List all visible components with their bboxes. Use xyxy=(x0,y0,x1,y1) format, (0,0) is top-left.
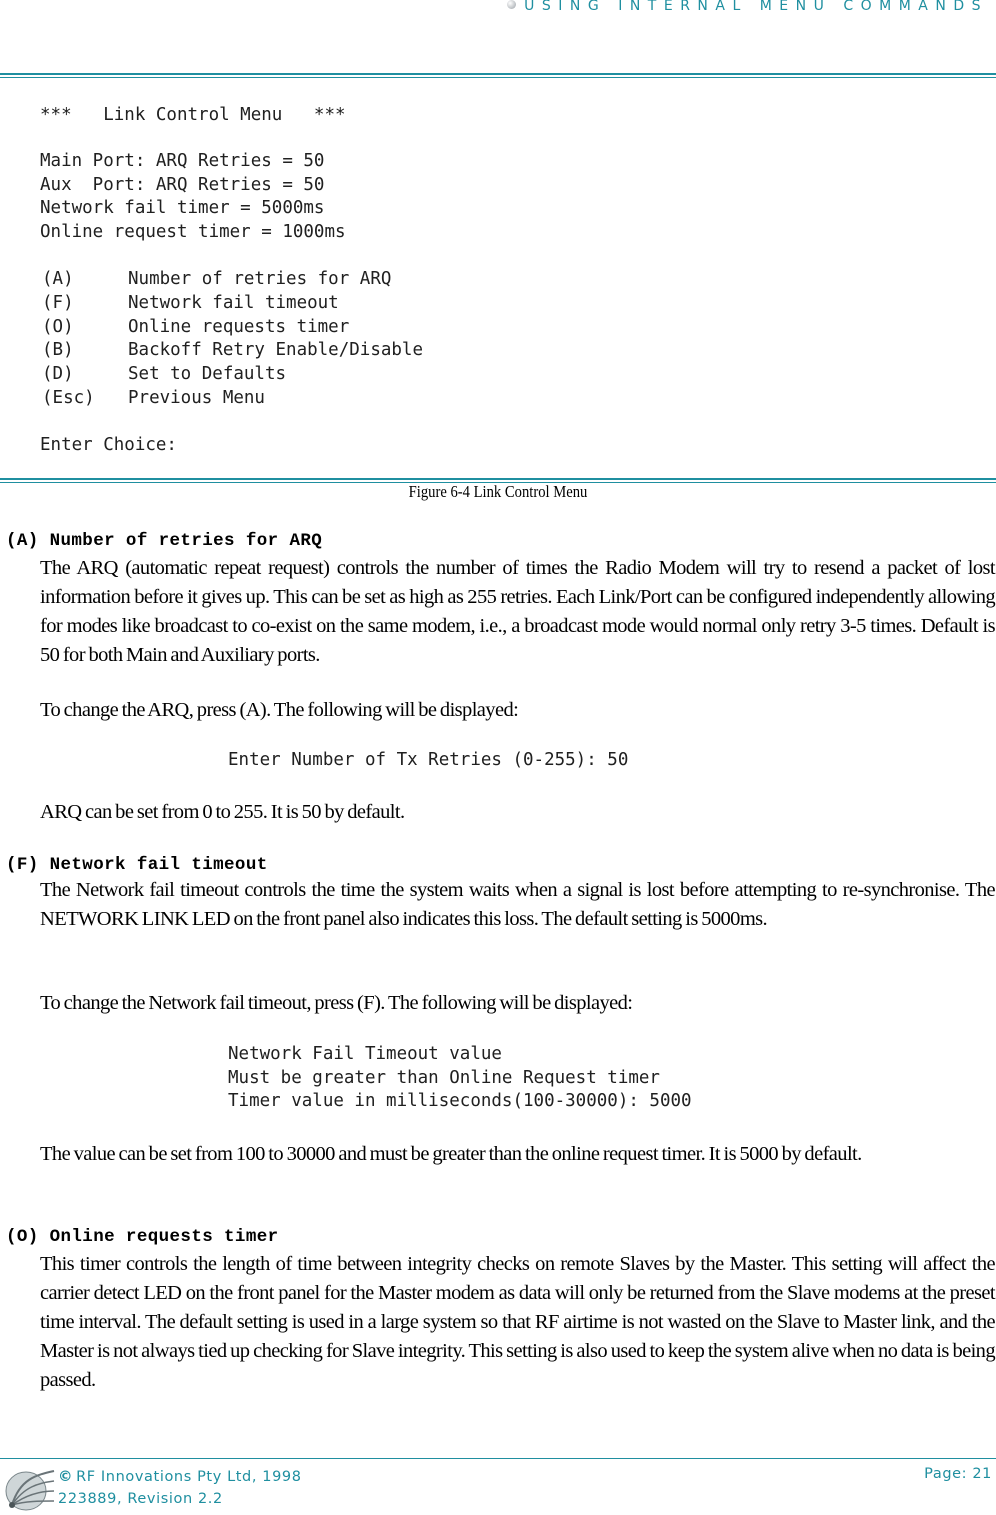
menu-option-key: (F) xyxy=(42,293,74,313)
section-heading: (O) Online requests timer xyxy=(6,1227,279,1247)
menu-option-key: (A) xyxy=(42,269,74,289)
section-heading: (F) Network fail timeout xyxy=(6,855,268,875)
section-paragraph: This timer controls the length of time between integrity checks on remote Slaves by the Master. This setting will affect the carrier detect LED on the front panel for the Master modem as data will only be returned from the Slave modems at the preset time interval. The default setting is used in a large system so that RF airtime is not wasted on the Slave to Master link, and the Master is not always tied up checking for Slave integrity. This setting is also used to keep the system alive when no data is being passed. xyxy=(40,1253,995,1391)
copyright-text: RF Innovations Pty Ltd, 1998 xyxy=(76,1469,302,1485)
section-title: USING INTERNAL MENU COMMANDS xyxy=(524,0,988,14)
display-line: Network Fail Timeout value xyxy=(228,1044,502,1064)
footer-rule xyxy=(0,1458,996,1459)
section-paragraph: To change the Network fail timeout, press (F). The following will be displayed: xyxy=(40,992,633,1014)
display-line: Timer value in milliseconds(100-30000): 5000 xyxy=(228,1091,692,1111)
menu-option-key: (B) xyxy=(42,340,74,360)
menu-status-line: Aux Port: ARQ Retries = 50 xyxy=(40,175,325,195)
menu-option-label: Previous Menu xyxy=(128,388,265,408)
section-heading: (A) Number of retries for ARQ xyxy=(6,531,323,551)
menu-option-key: (D) xyxy=(42,364,74,384)
menu-option-label: Network fail timeout xyxy=(128,293,339,313)
company-logo-icon xyxy=(2,1461,58,1513)
section-paragraph: ARQ can be set from 0 to 255. It is 50 by default. xyxy=(40,801,405,823)
copyright-symbol: © xyxy=(58,1469,74,1485)
page-number: Page: 21 xyxy=(924,1466,992,1482)
copyright-line xyxy=(58,1466,302,1488)
menu-option-label: Set to Defaults xyxy=(128,364,287,384)
menu-option-key: (Esc) xyxy=(42,388,95,408)
section-paragraph: The Network fail timeout controls the time the system waits when a signal is lost before attempting to re-synchronise. The NETWORK LINK LED on the front panel also indicates this loss. The default setting is 5000ms. xyxy=(40,879,995,930)
menu-option-label: Number of retries for ARQ xyxy=(128,269,392,289)
menu-option-label: Backoff Retry Enable/Disable xyxy=(128,340,424,360)
menu-status-line: Main Port: ARQ Retries = 50 xyxy=(40,151,325,171)
menu-option-key: (O) xyxy=(42,317,74,337)
menu-title: *** Link Control Menu *** xyxy=(40,105,346,125)
menu-status-line: Online request timer = 1000ms xyxy=(40,222,346,242)
menu-status-line: Network fail timer = 5000ms xyxy=(40,198,325,218)
section-paragraph: The ARQ (automatic repeat request) controls the number of times the Radio Modem will try to resend a packet of lost information before it gives up. This can be set as high as 255 retries. Each Link/Port can be configured independently allowing for modes like broadcast to co-exist on the same modem, i.e., a broadcast mode would normal only retry 3-5 times. Default is 50 for both Main and Auxiliary ports. xyxy=(40,557,995,666)
footer-info xyxy=(58,1466,302,1510)
display-line: Must be greater than Online Request timer xyxy=(228,1068,660,1088)
figure-caption: Figure 6-4 Link Control Menu xyxy=(408,482,588,501)
display-line: Enter Number of Tx Retries (0-255): 50 xyxy=(228,750,629,770)
bullet-icon xyxy=(507,0,516,9)
menu-prompt: Enter Choice: xyxy=(40,435,177,455)
section-paragraph: The value can be set from 100 to 30000 and must be greater than the online request timer. It is 5000 by default. xyxy=(40,1143,862,1165)
running-header xyxy=(507,0,988,14)
header-rule xyxy=(0,73,996,78)
document-number: 223889, Revision 2.2 xyxy=(58,1491,223,1507)
section-paragraph: To change the ARQ, press (A). The following will be displayed: xyxy=(40,699,519,721)
menu-option-label: Online requests timer xyxy=(128,317,350,337)
